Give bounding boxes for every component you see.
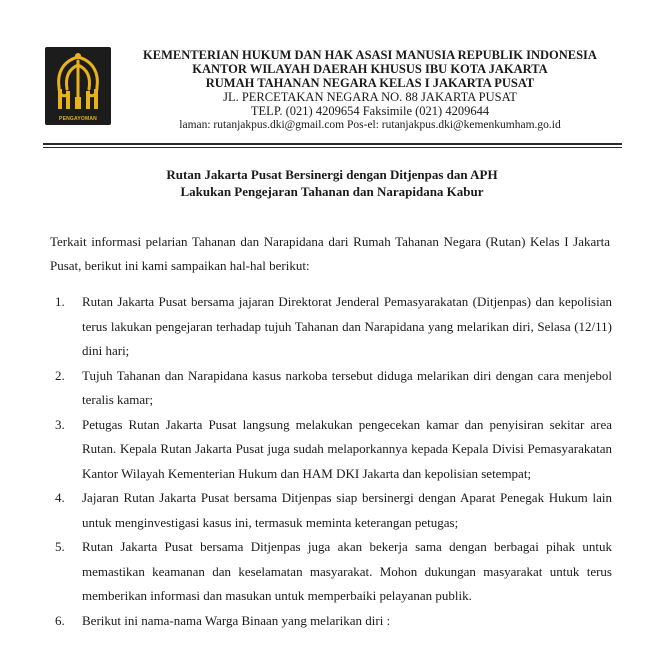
title-line-2: Lakukan Pengejaran Tahanan dan Narapidana Kabur [180,184,484,199]
ministry-name: KEMENTERIAN HUKUM DAN HAK ASASI MANUSIA REPUBLIK INDONESIA [143,48,597,62]
list-item: 6. Berikut ini nama-nama Warga Binaan yang melarikan diri : [55,612,391,628]
list-item: 2. Tujuh Tahanan dan Narapidana kasus narkoba tersebut diduga melarikan diri dengan cara menjebol teralis kamar; [55,367,612,407]
list-item: 5. Rutan Jakarta Pusat bersama Ditjenpas juga akan bekerja sama dengan berbagai pihak untuk memastikan keamanan dan keselamatan masyarakat. Mohon dukungan masyarakat untuk terus memberikan informasi dan masukan untuk memperbaiki pelayanan publik. [55,539,612,603]
list-item-text: Jajaran Rutan Jakarta Pusat bersama Ditjenpas siap bersinergi dengan Aparat Penegak Hukum lain untuk menginvestigasi kasus ini, termasuk meminta keterangan petugas; [82,490,612,530]
phone-fax: TELP. (021) 4209654 Faksimile (021) 4209644 [250,104,490,118]
web-email: laman: rutanjakpus.dki@gmail.com Pos-el: rutanjakpus.dki@kemenkumham.go.id [179,119,561,131]
letterhead [120,48,620,132]
institution-name: RUMAH TAHANAN NEGARA KELAS I JAKARTA PUSAT [205,76,535,90]
list-item-text: Petugas Rutan Jakarta Pusat langsung melakukan pengecekan kamar dan penyisiran sekitar area Rutan. Kepala Rutan Jakarta Pusat juga sudah melaporkannya kepada Kepala Divisi Pemasyarakatan Kantor Wilayah Kementerian Hukum dan HAM DKI Jakarta dan kepolisian setempat; [82,416,612,481]
title-line-1: Rutan Jakarta Pusat Bersinergi dengan Ditjenpas dan APH [166,167,498,182]
letterhead-rule-thick [43,143,622,145]
list-item-text: Rutan Jakarta Pusat bersama jajaran Direktorat Jenderal Pemasyarakatan (Ditjenpas) dan kepolisian terus lakukan pengejaran terhadap tujuh Tahanan dan Narapidana yang melarikan diri, Selasa (12/11) dini hari; [82,294,612,358]
document-title [40,166,624,200]
list-item: 1. Rutan Jakarta Pusat bersama jajaran Direktorat Jenderal Pemasyarakatan (Ditjenpas) dan kepolisian terus lakukan pengejaran terhadap tujuh Tahanan dan Narapidana yang melarikan diri, Selasa (12/11) dini hari; [55,294,612,358]
list-item: 4. Jajaran Rutan Jakarta Pusat bersama Ditjenpas siap bersinergi dengan Aparat Penegak Hukum lain untuk menginvestigasi kasus ini, termasuk meminta keterangan petugas; [55,490,612,530]
list-item: 3. Petugas Rutan Jakarta Pusat langsung melakukan pengecekan kamar dan penyisiran sekitar area Rutan. Kepala Rutan Jakarta Pusat juga sudah melaporkannya kepada Kepala Divisi Pemasyarakatan Kantor Wilayah Kementerian Hukum dan HAM DKI Jakarta dan kepolisian setempat; [55,416,612,481]
pengayoman-emblem-icon [45,47,111,125]
regional-office-name: KANTOR WILAYAH DAERAH KHUSUS IBU KOTA JAKARTA [192,62,548,76]
list-item-text: Tujuh Tahanan dan Narapidana kasus narkoba tersebut diduga melarikan diri dengan cara menjebol teralis kamar; [82,367,612,407]
letterhead-rule-thin [43,147,622,148]
list-item-text: Rutan Jakarta Pusat bersama Ditjenpas juga akan bekerja sama dengan berbagai pihak untuk memastikan keamanan dan keselamatan masyarakat. Mohon dukungan masyarakat untuk terus memberikan informasi dan masukan untuk memperbaiki pelayanan publik. [82,539,612,603]
intro-paragraph: Terkait informasi pelarian Tahanan dan Narapidana dari Rumah Tahanan Negara (Rutan) Kelas I Jakarta Pusat, berikut ini kami sampaikan hal-hal berikut: [50,234,610,273]
logo-caption: PENGAYOMAN [59,116,97,122]
statement-list [50,290,612,633]
address: JL. PERCETAKAN NEGARA NO. 88 JAKARTA PUSAT [223,90,517,104]
list-item-text: Berikut ini nama-nama Warga Binaan yang melarikan diri : [82,612,391,628]
pengayoman-logo [45,47,111,125]
